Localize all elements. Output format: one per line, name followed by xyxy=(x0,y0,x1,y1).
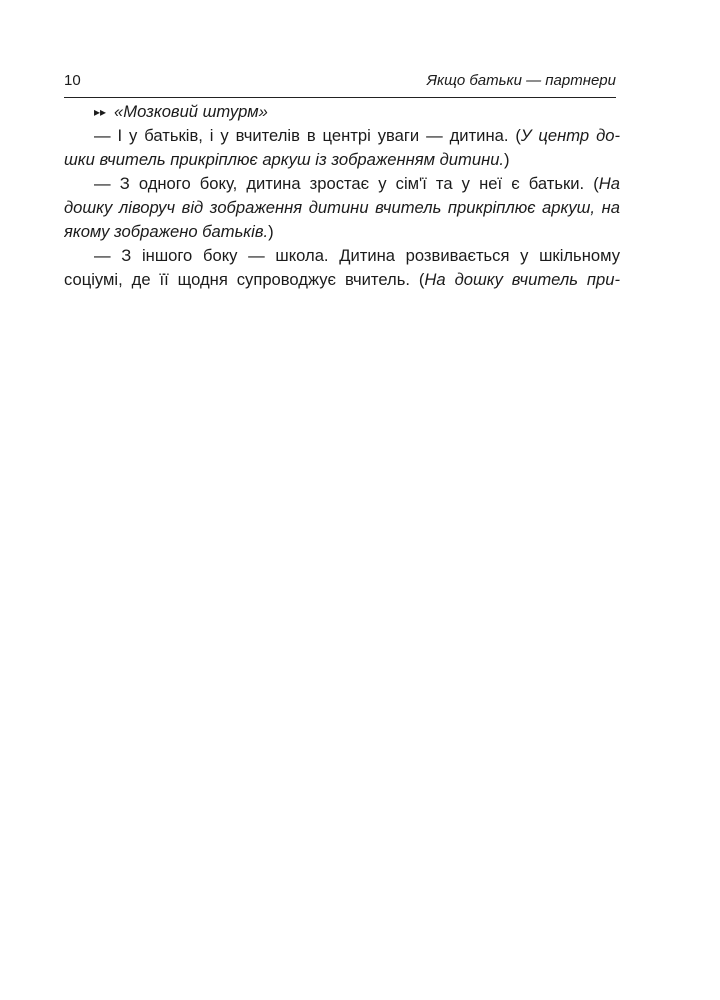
page-number: 10 xyxy=(64,72,81,89)
brainstorm-heading: ▸▸ «Мозковий штурм» xyxy=(94,102,268,121)
brainstorm-p3-line2: соціумі, де її щодня супроводжує вчитель. (На дошку вчитель при- xyxy=(64,270,620,289)
running-title: Якщо батьки — партнери xyxy=(426,72,616,89)
brainstorm-p3-line1: — З іншого боку — школа. Дитина розвивається у шкільному xyxy=(94,246,620,265)
brainstorm-p2-line3: якому зображено батьків.) xyxy=(64,222,274,241)
brainstorm-p2-line1: — З одного боку, дитина зростає у сім'ї та у неї є батьки. (На xyxy=(94,174,620,193)
header-rule xyxy=(64,97,616,98)
brainstorm-p1-line2: шки вчитель прикріплює аркуш із зображенням дитини.) xyxy=(64,150,510,169)
double-arrow-bullet-icon: ▸▸ xyxy=(94,105,107,119)
brainstorm-p1-line1: — І у батьків, і у вчителів в центрі уваги — дитина. (У центр до- xyxy=(94,126,620,145)
brainstorm-p2-line2: дошку ліворуч від зображення дитини вчитель прикріплює аркуш, на xyxy=(64,198,620,217)
page-header xyxy=(64,72,616,94)
